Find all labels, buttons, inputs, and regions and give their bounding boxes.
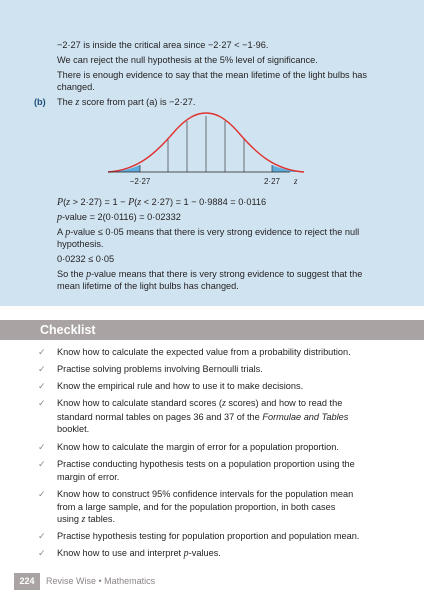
checklist-item-line: booklet. xyxy=(57,424,90,434)
checklist-header xyxy=(0,320,424,340)
checklist-item: Practise hypothesis testing for population proportion and population mean. xyxy=(57,531,360,541)
checklist-item-line: Know how to calculate standard scores (z scores) and how to read the xyxy=(57,398,343,409)
checklist-item-line: Practise conducting hypothesis tests on a population proportion using the xyxy=(57,459,355,469)
probability-calculation: P(z > 2·27) = 1 − P(z < 2·27) = 1 − 0·9884 = 0·0116 xyxy=(57,197,267,208)
page-number-box xyxy=(14,573,40,590)
checklist-item-line: from a large sample, and for the population proportion, in both cases xyxy=(57,501,336,512)
check-icon: ✓ xyxy=(38,381,46,391)
checklist-item xyxy=(57,397,402,436)
check-icon: ✓ xyxy=(38,531,46,541)
comparison: 0·0232 ≤ 0·05 xyxy=(57,254,115,264)
book-title: Revise Wise • Mathematics xyxy=(46,576,156,586)
evidence-statement-cont: changed. xyxy=(57,82,95,92)
conclusion-cont: mean lifetime of the light bulbs has changed. xyxy=(57,281,239,291)
checklist-title: Checklist xyxy=(40,323,96,337)
checklist-item: Practise solving problems involving Bernoulli trials. xyxy=(57,364,263,374)
part-b-statement: The z score from part (a) is −2·27. xyxy=(57,97,196,108)
check-icon: ✓ xyxy=(38,459,46,469)
p-value-meaning: A p-value ≤ 0·05 means that there is very strong evidence to reject the null xyxy=(57,227,360,238)
checklist-item: Know how to calculate the expected value from a probability distribution. xyxy=(57,347,351,357)
checklist-item: Know the empirical rule and how to use it to make decisions. xyxy=(57,381,304,391)
check-icon: ✓ xyxy=(38,489,46,499)
check-icon: ✓ xyxy=(38,548,46,558)
check-icon: ✓ xyxy=(38,347,46,357)
checklist-item: Know how to use and interpret p-values. xyxy=(57,548,221,559)
checklist-item: Know how to calculate the margin of error for a population proportion. xyxy=(57,442,339,452)
right-tick-label: 2·27 xyxy=(263,177,281,186)
p-value-calculation: p-value = 2(0·0116) = 0·02332 xyxy=(57,212,181,223)
reject-null-statement: We can reject the null hypothesis at the 5% level of significance. xyxy=(57,55,318,65)
checklist-item-line: using z tables. xyxy=(57,514,116,525)
checklist-item-line: Know how to construct 95% confidence intervals for the population mean xyxy=(57,489,354,499)
check-icon: ✓ xyxy=(38,364,46,374)
check-icon: ✓ xyxy=(38,442,46,452)
checklist-item-line: standard normal tables on pages 36 and 37 of the Formulae and Tables xyxy=(57,411,349,422)
evidence-statement: There is enough evidence to say that the mean lifetime of the light bulbs has xyxy=(57,70,368,80)
left-tick-label: −2·27 xyxy=(129,177,151,186)
conclusion: So the p-value means that there is very strong evidence to suggest that the xyxy=(57,269,363,280)
checklist-item xyxy=(57,488,402,527)
normal-distribution-graph xyxy=(108,106,304,192)
part-b-label: (b) xyxy=(34,97,46,107)
checklist-item xyxy=(57,458,402,483)
critical-area-statement: −2·27 is inside the critical area since −2·27 < −1·96. xyxy=(57,40,269,50)
p-value-meaning-cont: hypothesis. xyxy=(57,239,104,249)
page-number: 224 xyxy=(19,576,35,586)
checklist-item-line: margin of error. xyxy=(57,471,120,482)
check-icon: ✓ xyxy=(38,398,46,408)
axis-label: z xyxy=(294,176,298,186)
